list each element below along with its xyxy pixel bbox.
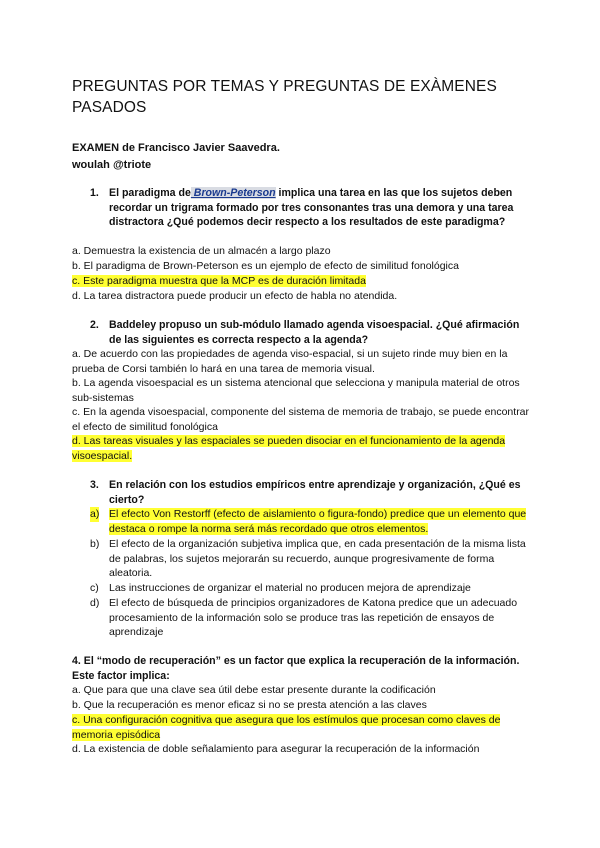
q2-option-c: c. En la agenda visoespacial, componente del sistema de memoria de trabajo, se puede encontrar el efecto de similitud fonológica — [72, 406, 530, 433]
q4-option-b: b. Que la recuperación es menor eficaz si no se presta atención a las claves — [72, 699, 427, 711]
q2-option-b: b. La agenda visoespacial es un sistema atencional que selecciona y manipula material de otros sub-sistemas — [72, 377, 520, 404]
q3-option-b — [90, 537, 530, 581]
q4-option-d: d. La existencia de doble señalamiento para asegurar la recuperación de la información — [72, 743, 480, 755]
question-3 — [90, 478, 530, 507]
option-text: El efecto de la organización subjetiva implica que, en cada presentación de la misma lista de palabras, los sujetos mejorarán su recuerdo, aunque progresivamente de forma aleatoria. — [109, 538, 526, 580]
question-number: 2. — [90, 319, 99, 331]
q3-option-d — [90, 596, 530, 640]
q4-option-c — [72, 713, 530, 742]
option-text: El efecto de búsqueda de principios organizadores de Katona predice que un adecuado procesamiento de la información solo se produce tras las repetición de ensayos de aprendizaje — [109, 597, 518, 639]
author-block — [72, 140, 280, 174]
question-text: En relación con los estudios empíricos entre aprendizaje y organización, ¿Qué es cierto? — [109, 479, 521, 506]
q1-option-d: d. La tarea distractora puede producir un efecto de habla no atendida. — [72, 290, 398, 302]
question-text-post: implica una tarea en las que los sujetos deben recordar un trigrama formado por tres consonantes tras una demora y una tarea distractora ¿Qué podemos decir respecto a los resultados de este paradigma? — [109, 187, 514, 229]
option-label: d) — [90, 597, 100, 609]
question-text-pre: El paradigma de — [109, 187, 191, 199]
q1-option-b: b. El paradigma de Brown-Peterson es un ejemplo de efecto de similitud fonológica — [72, 260, 459, 272]
q4-option-c-highlight: c. Una configuración cognitiva que asegura que los estímulos que procesan como claves de memoria episódica — [72, 714, 501, 741]
q4-option-a: a. Que para que una clave sea útil debe estar presente durante la codificación — [72, 684, 436, 696]
option-label: c) — [90, 582, 99, 594]
question-4: 4. El “modo de recuperación” es un factor que explica la recuperación de la información. Este factor implica: — [72, 655, 520, 682]
question-text: Baddeley propuso un sub-módulo llamado agenda visoespacial. ¿Qué afirmación de las siguientes es correcta respecto a la agenda? — [109, 319, 520, 346]
q1-option-a: a. Demuestra la existencia de un almacén a largo plazo — [72, 245, 331, 257]
question-2 — [90, 318, 520, 347]
q1-option-c-highlight: c. Este paradigma muestra que la MCP es de duración limitada — [72, 275, 366, 287]
question-1 — [90, 186, 520, 230]
option-label: b) — [90, 538, 100, 550]
brown-peterson-link[interactable]: Brown-Peterson — [190, 187, 276, 199]
q3-option-a — [90, 507, 530, 536]
q3-option-a-highlight: El efecto Von Restorff (efecto de aislamiento o figura-fondo) predice que un elemento que destaca o rompe la norma será más recordado que otros elementos. — [109, 508, 527, 535]
q2-option-a: a. De acuerdo con las propiedades de agenda viso-espacial, si un sujeto rinde muy bien en la prueba de Corsi también lo hará en una tarea de memoria visual. — [72, 348, 508, 375]
option-label: a) — [90, 508, 100, 520]
q2-option-d — [72, 434, 530, 463]
option-text: Las instrucciones de organizar el material no producen mejora de aprendizaje — [109, 582, 471, 594]
author-handle: woulah @triote — [72, 159, 152, 171]
q2-option-d-highlight: d. Las tareas visuales y las espaciales se pueden disociar en el funcionamiento de la agenda visoespacial. — [72, 435, 506, 462]
author-line: EXAMEN de Francisco Javier Saavedra. — [72, 142, 280, 154]
question-number: 3. — [90, 479, 99, 491]
document-title: PREGUNTAS POR TEMAS Y PREGUNTAS DE EXÀMENES PASADOS — [72, 78, 497, 116]
q1-option-c — [72, 274, 530, 289]
q3-option-c — [90, 581, 530, 596]
question-number: 1. — [90, 187, 99, 199]
